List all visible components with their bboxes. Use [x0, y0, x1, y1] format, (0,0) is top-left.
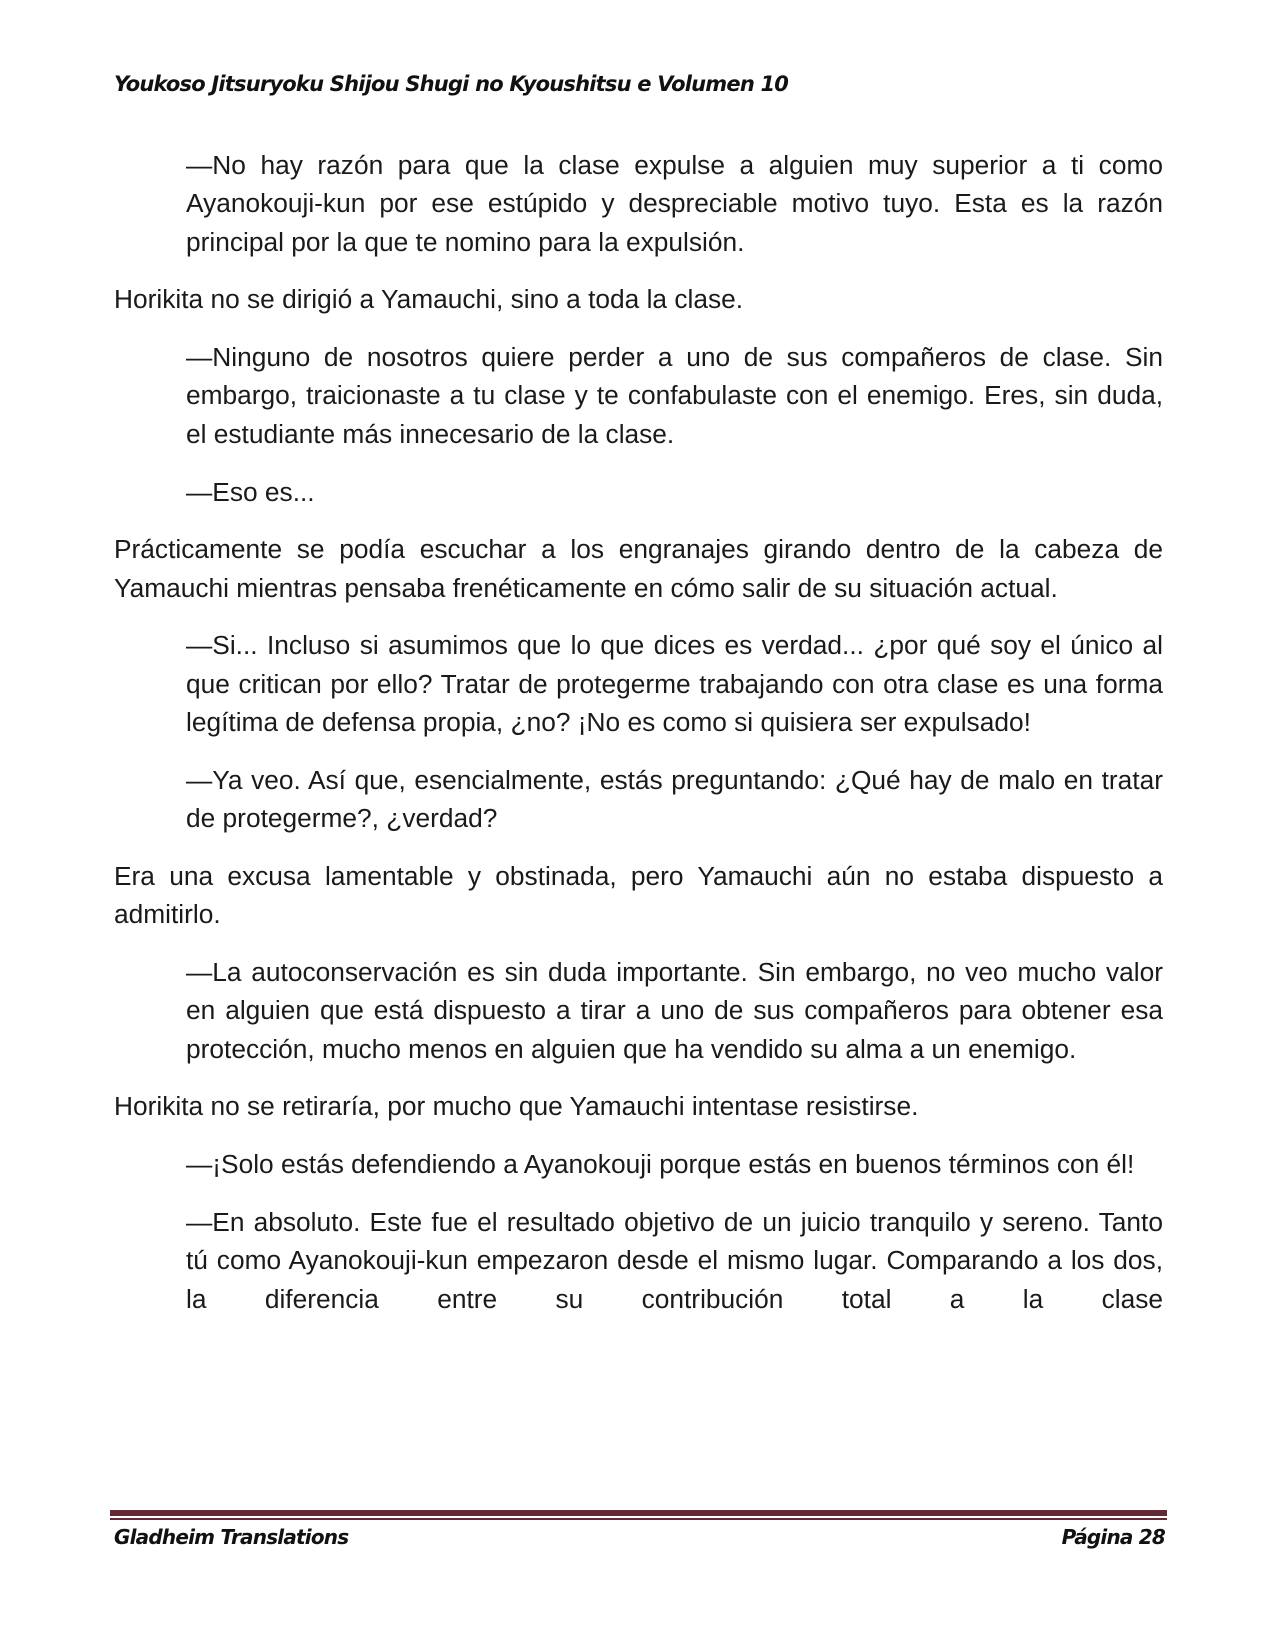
paragraph-narration: Horikita no se dirigió a Yamauchi, sino a toda la clase.	[114, 284, 744, 315]
paragraph-narration: Prácticamente se podía escuchar a los engranajes girando dentro de la cabeza de Yamauchi mientras pensaba frenéticamente en cómo salir de su situación actual.	[114, 534, 1163, 603]
paragraph-dialogue: —No hay razón para que la clase expulse a alguien muy superior a ti como Ayanokouji-kun por ese estúpido y despreciable motivo tuyo. Esta es la razón principal por la que te nomino para la expulsión.	[186, 150, 1163, 257]
paragraph-dialogue: —En absoluto. Este fue el resultado objetivo de un juicio tranquilo y sereno. Tanto tú como Ayanokouji-kun empezaron desde el mismo lugar. Comparando a los dos, la diferencia entre su contribución total a la clase	[186, 1207, 1163, 1314]
footer-publisher: Gladheim Translations	[114, 1525, 349, 1549]
paragraph-dialogue: —Ya veo. Así que, esencialmente, estás preguntando: ¿Qué hay de malo en tratar de protegerme?, ¿verdad?	[186, 764, 1163, 834]
paragraph-dialogue: —La autoconservación es sin duda importante. Sin embargo, no veo mucho valor en alguien que está dispuesto a tirar a uno de sus compañeros para obtener esa protección, mucho menos en alguien que ha vendido su alma a un enemigo.	[186, 957, 1163, 1064]
paragraph-dialogue: —Si... Incluso si asumimos que lo que dices es verdad... ¿por qué soy el único al que critican por ello? Tratar de protegerme trabajando con otra clase es una forma legítima de defensa propia, ¿no? ¡No es como si quisiera ser expulsado!	[186, 630, 1163, 738]
paragraph-dialogue: —Ninguno de nosotros quiere perder a uno de sus compañeros de clase. Sin embargo, traicionaste a tu clase y te confabulaste con el enemigo. Eres, sin duda, el estudiante más innecesario de la clase.	[186, 342, 1163, 449]
paragraph-narration: Era una excusa lamentable y obstinada, pero Yamauchi aún no estaba dispuesto a admitirlo.	[114, 860, 1163, 930]
paragraph-dialogue: —¡Solo estás defendiendo a Ayanokouji porque estás en buenos términos con él!	[186, 1149, 1135, 1180]
page-number: Página 28	[1061, 1525, 1165, 1549]
footer-rule-thin	[110, 1518, 1167, 1520]
paragraph-dialogue: —Eso es...	[186, 476, 315, 507]
footer-rule	[110, 1510, 1167, 1516]
running-header: Youkoso Jitsuryoku Shijou Shugi no Kyoushitsu e Volumen 10	[114, 72, 789, 96]
page-body	[114, 146, 1163, 1337]
paragraph-narration: Horikita no se retiraría, por mucho que Yamauchi intentase resistirse.	[114, 1091, 919, 1122]
